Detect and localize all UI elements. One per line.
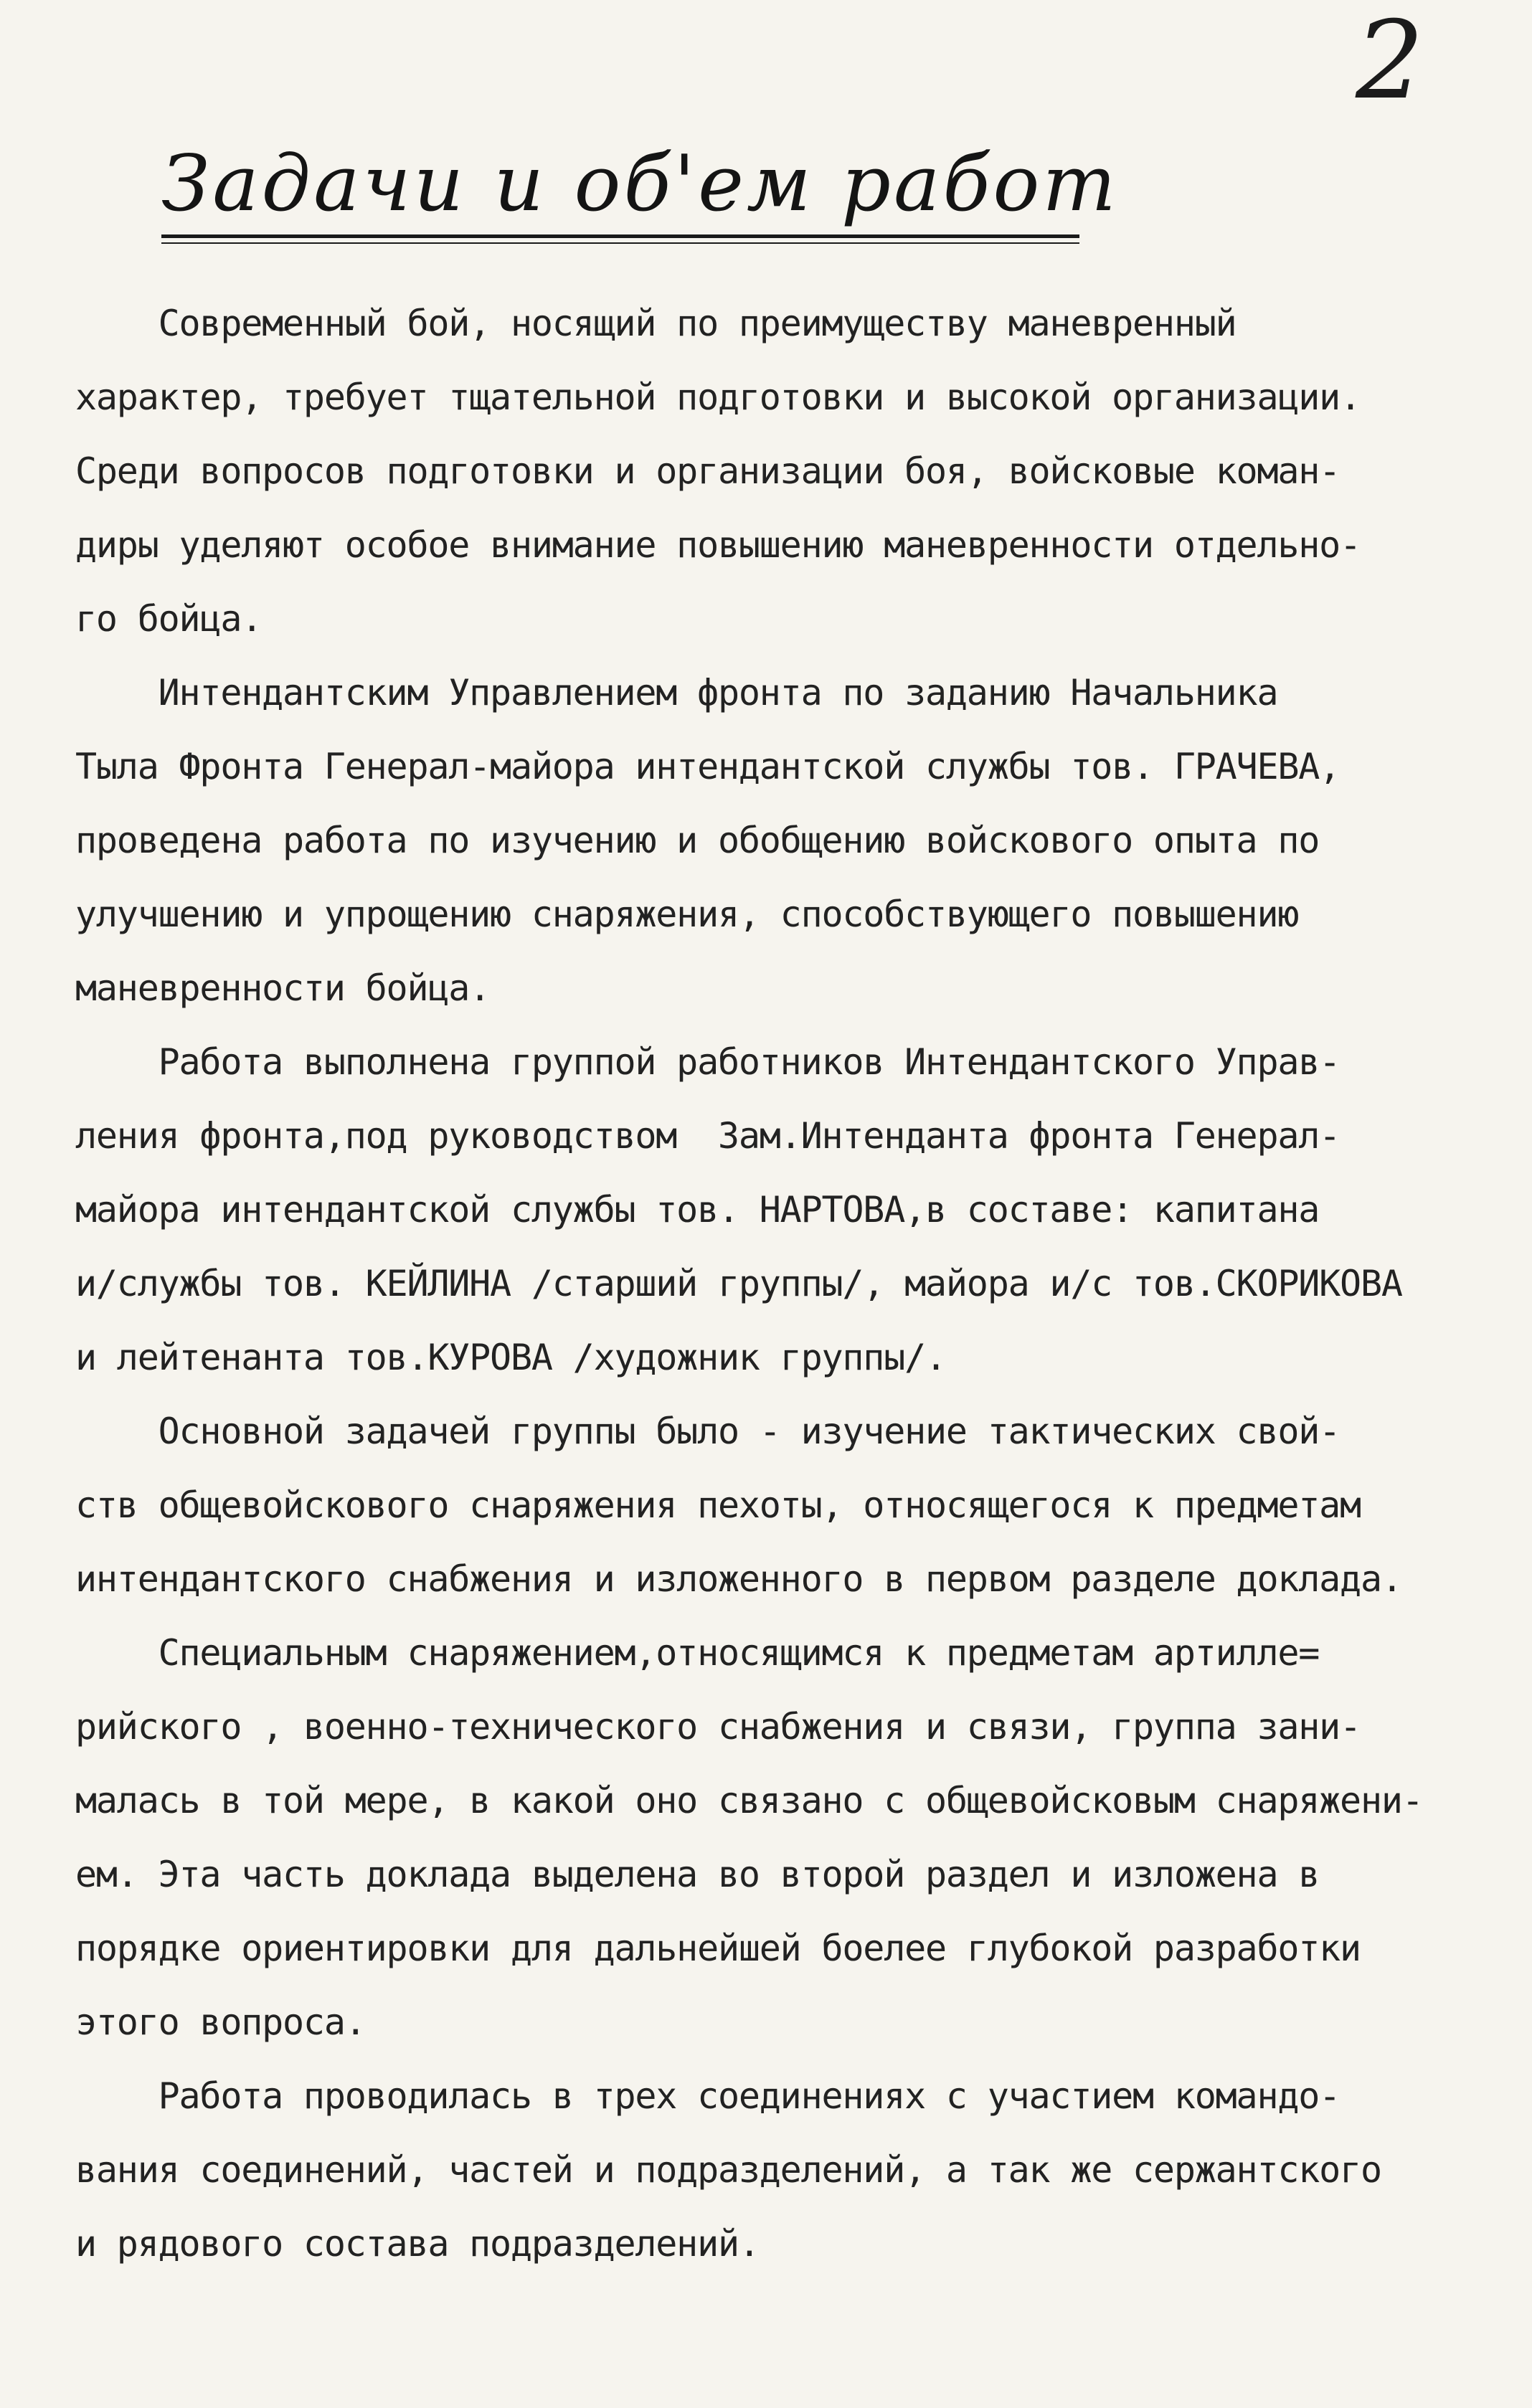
text-line: Среди вопросов подготовки и организации боя, войсковые коман- bbox=[75, 450, 1340, 492]
text-line: проведена работа по изучению и обобщению войскового опыта по bbox=[75, 820, 1320, 861]
text-line: интендантского снабжения и изложенного в первом разделе доклада. bbox=[75, 1558, 1402, 1600]
text-line: ем. Эта часть доклада выделена во второй раздел и изложена в bbox=[75, 1854, 1320, 1895]
text-line: маневренности бойца. bbox=[75, 967, 491, 1009]
text-line: Тыла Фронта Генерал-майора интендантской службы тов. ГРАЧЕВА, bbox=[75, 746, 1340, 787]
paragraph-5 bbox=[75, 1616, 1474, 2059]
page-number: 2 bbox=[1356, 0, 1424, 123]
heading-underline-thin bbox=[161, 242, 1079, 244]
text-line: и/службы тов. КЕЙЛИНА /старший группы/, майора и/с тов.СКОРИКОВА bbox=[75, 1263, 1402, 1304]
paragraph-3 bbox=[75, 1025, 1474, 1395]
text-line: майора интендантской службы тов. НАРТОВА,в составе: капитана bbox=[75, 1189, 1320, 1231]
document-heading-block bbox=[161, 139, 1119, 244]
text-line: улучшению и упрощению снаряжения, способствующего повышению bbox=[75, 893, 1299, 935]
text-line: вания соединений, частей и подразделений, а так же сержантского bbox=[75, 2149, 1381, 2191]
text-line: порядке ориентировки для дальнейшей боелее глубокой разработки bbox=[75, 1928, 1361, 1969]
text-line: Работа проводилась в трех соединениях с участием командо- bbox=[75, 2075, 1340, 2117]
text-line: диры уделяют особое внимание повышению маневренности отдельно- bbox=[75, 524, 1361, 566]
paragraph-4 bbox=[75, 1395, 1474, 1616]
text-line: ств общевойскового снаряжения пехоты, относящегося к предметам bbox=[75, 1484, 1361, 1526]
text-line: Современный бой, носящий по преимуществу маневренный bbox=[75, 303, 1237, 344]
text-line: Основной задачей группы было - изучение тактических свой- bbox=[75, 1411, 1340, 1452]
text-line: этого вопроса. bbox=[75, 2001, 366, 2043]
text-line: го бойца. bbox=[75, 598, 263, 640]
text-line: и лейтенанта тов.КУРОВА /художник группы/. bbox=[75, 1337, 946, 1378]
document-body bbox=[75, 287, 1474, 2281]
document-heading: Задачи и об'ем работ bbox=[161, 139, 1119, 229]
text-line: малась в той мере, в какой оно связано с общевойсковым снаряжени- bbox=[75, 1780, 1423, 1821]
text-line: ления фронта,под руководством Зам.Интенданта фронта Генерал- bbox=[75, 1115, 1340, 1157]
text-line: характер, требует тщательной подготовки и высокой организации. bbox=[75, 376, 1361, 418]
paragraph-6 bbox=[75, 2059, 1474, 2281]
text-line: и рядового состава подразделений. bbox=[75, 2223, 760, 2265]
heading-underline bbox=[161, 234, 1079, 238]
text-line: Специальным снаряжением,относящимся к предметам артилле= bbox=[75, 1632, 1320, 1674]
text-line: рийского , военно-технического снабжения и связи, группа зани- bbox=[75, 1706, 1361, 1748]
paragraph-2 bbox=[75, 656, 1474, 1025]
paragraph-1 bbox=[75, 287, 1474, 656]
text-line: Интендантским Управлением фронта по заданию Начальника bbox=[75, 672, 1278, 714]
text-line: Работа выполнена группой работников Интендантского Управ- bbox=[75, 1041, 1340, 1083]
